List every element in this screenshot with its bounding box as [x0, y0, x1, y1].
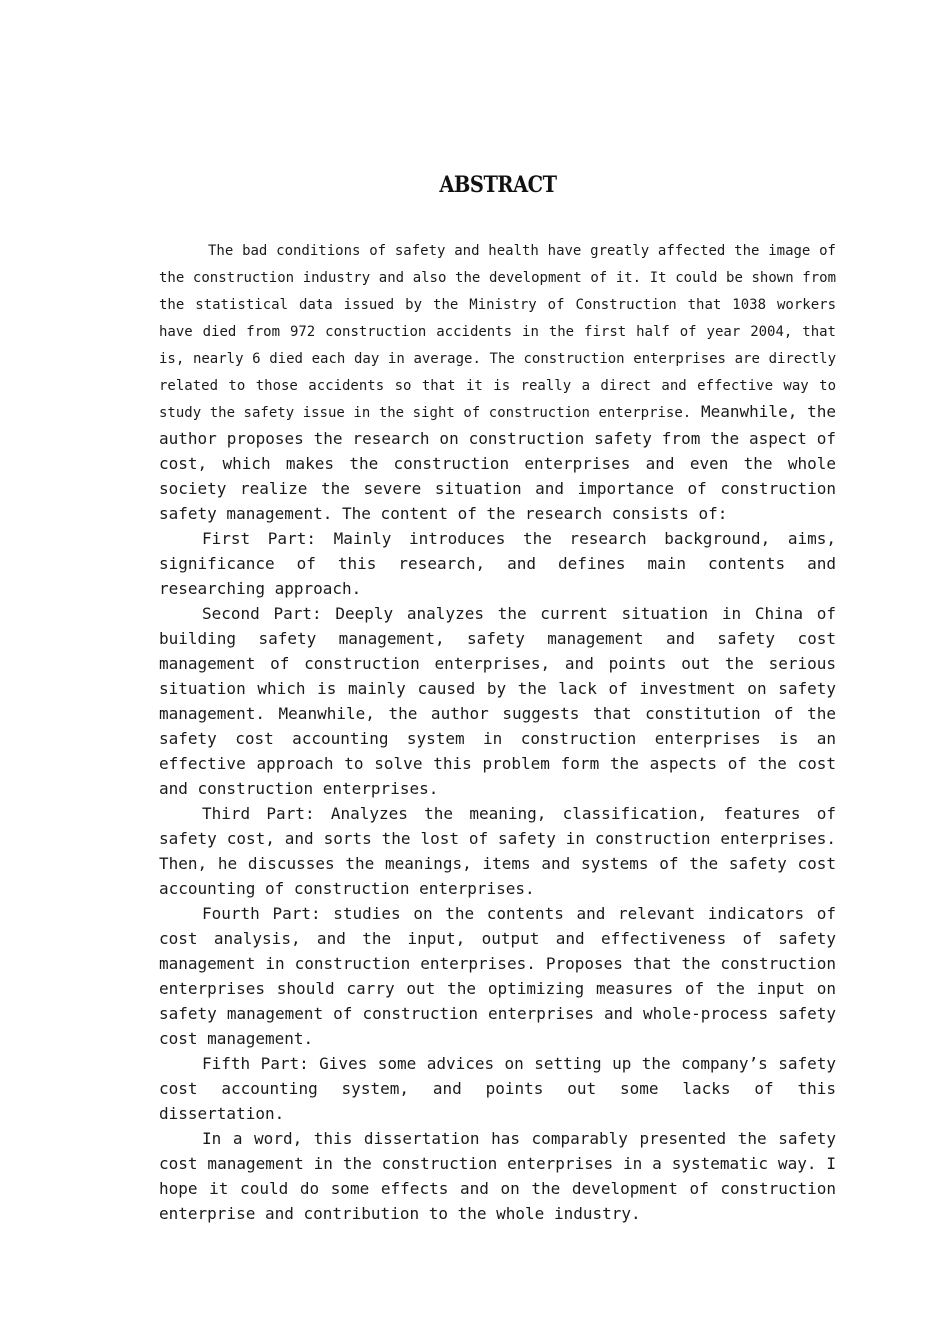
- abstract-title: ABSTRACT: [439, 172, 557, 198]
- intro-text-rest: Meanwhile, the author proposes the research on construction safety from the aspect of cost, which makes the construction enterprises and even the whole society realize the severe situation and importance of construction safety management. The content of the research consists of:: [159, 402, 836, 523]
- intro-paragraph: [159, 237, 836, 526]
- paragraph-first-part: First Part: Mainly introduces the research background, aims, significance of this research, and defines main contents and researching approach.: [159, 529, 836, 598]
- paragraph-fourth-part: Fourth Part: studies on the contents and relevant indicators of cost analysis, and the input, output and effectiveness of safety management in construction enterprises. Proposes that the construction enterprises should carry out the optimizing measures of the input on safety management of construction enterprises and whole-process safety cost management.: [159, 904, 836, 1048]
- paragraph-third-part: Third Part: Analyzes the meaning, classification, features of safety cost, and sorts the lost of safety in construction enterprises. Then, he discusses the meanings, items and systems of the safety cost accounting of construction enterprises.: [159, 804, 836, 898]
- paragraph-second-part: Second Part: Deeply analyzes the current situation in China of building safety management, safety management and safety cost management of construction enterprises, and points out the serious situation which is mainly caused by the lack of investment on safety management. Meanwhile, the author suggests that constitution of the safety cost accounting system in construction enterprises is an effective approach to solve this problem form the aspects of the cost and construction enterprises.: [159, 604, 836, 798]
- abstract-body: [159, 237, 836, 1226]
- intro-text-small: The bad conditions of safety and health have greatly affected the image of the construction industry and also the development of it. It could be shown from the statistical data issued by the Ministry of Construction that 1038 workers have died from 972 construction accidents in the first half of year 2004, that is, nearly 6 died each day in average. The construction enterprises are directly related to those accidents so that it is really a direct and effective way to study the safety issue in the sight of construction enterprise.: [159, 243, 836, 421]
- paragraph-conclusion: In a word, this dissertation has comparably presented the safety cost management in the construction enterprises in a systematic way. I hope it could do some effects and on the development of construction enterprise and contribution to the whole industry.: [159, 1129, 836, 1223]
- paragraph-fifth-part: Fifth Part: Gives some advices on setting up the company’s safety cost accounting system, and points out some lacks of this dissertation.: [159, 1054, 836, 1123]
